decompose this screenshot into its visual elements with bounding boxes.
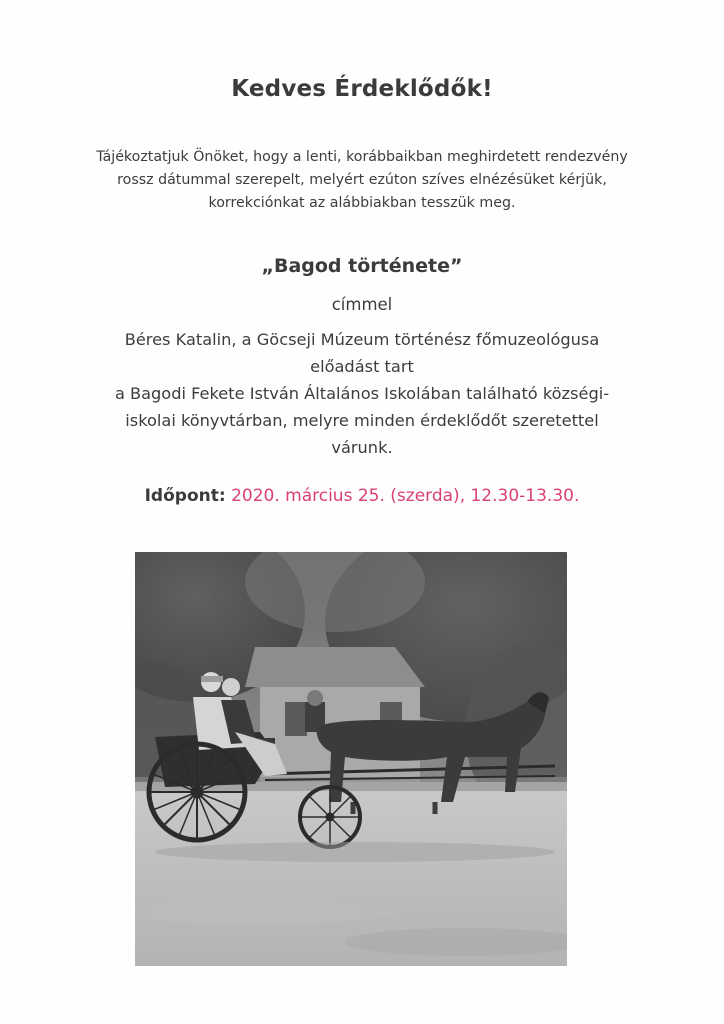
description-line: Béres Katalin, a Göcseji Múzeum történész főmuzeológusa bbox=[124, 330, 600, 349]
time-value: 2020. március 25. (szerda), 12.30-13.30. bbox=[225, 486, 580, 506]
description-line: iskolai könyvtárban, melyre minden érdeklődőt szeretettel bbox=[125, 411, 599, 430]
greeting-heading: Kedves Érdeklődők! bbox=[231, 76, 493, 102]
description-line: a Bagodi Fekete István Általános Iskolában található községi- bbox=[114, 384, 610, 403]
historical-carriage-photo bbox=[135, 552, 567, 966]
time-label: Időpont: bbox=[144, 486, 226, 506]
intro-line: rossz dátummal szerepelt, melyért ezúton szíves elnézésüket kérjük, bbox=[117, 172, 607, 188]
description-line: várunk. bbox=[331, 438, 393, 457]
intro-line: Tájékoztatjuk Önöket, hogy a lenti, korábbaikban meghirdetett rendezvény bbox=[96, 149, 628, 165]
event-description bbox=[40, 326, 684, 461]
title-caption-word: címmel bbox=[331, 295, 393, 314]
intro-paragraph bbox=[40, 146, 684, 215]
event-title: „Bagod története” bbox=[261, 255, 463, 277]
event-time bbox=[0, 486, 724, 506]
description-line: előadást tart bbox=[310, 357, 414, 376]
intro-line: korrekciónkat az alábbiakban tesszük meg. bbox=[208, 195, 516, 211]
